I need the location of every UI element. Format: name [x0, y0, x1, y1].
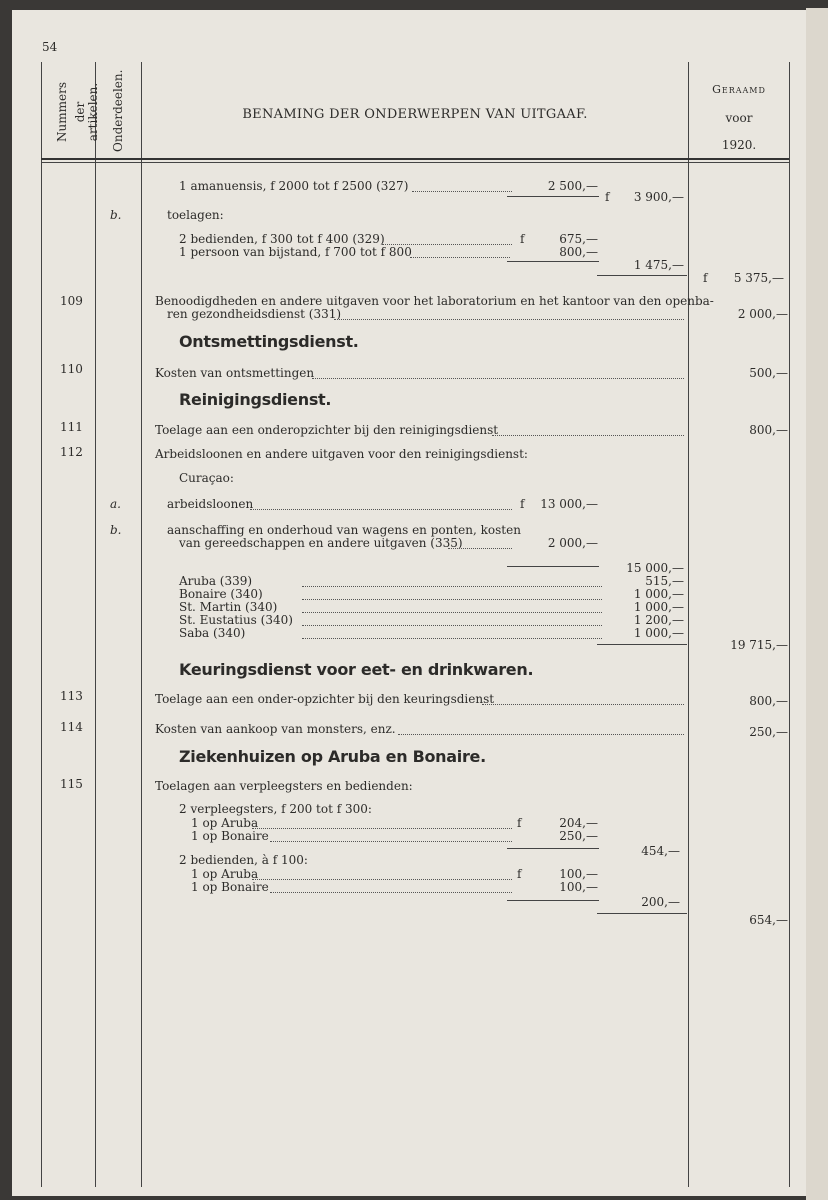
- leader-dots: [252, 827, 512, 829]
- item-text: 1 op Bonaire: [191, 880, 269, 894]
- leader-dots: [398, 733, 684, 735]
- rule-left: [41, 62, 42, 1187]
- sum-rule: [597, 275, 687, 276]
- group-total: 200,—: [641, 895, 680, 909]
- col-header-voor: voor: [725, 111, 753, 125]
- col-header-benaming: BENAMING DER ONDERWERPEN VAN UITGAAF.: [242, 107, 588, 122]
- rule-col1: [95, 62, 96, 1187]
- onderdeel-b-label: b.: [110, 523, 122, 537]
- curacao-total: 15 000,—: [626, 561, 684, 575]
- article-number: 115: [60, 777, 83, 791]
- adjacent-page-edge: [806, 8, 828, 1200]
- rule-col2: [141, 62, 142, 1187]
- item-amount: 2 000,—: [547, 536, 598, 550]
- leader-dots: [334, 318, 684, 320]
- leader-dots: [250, 508, 512, 510]
- col-header-year: 1920.: [721, 138, 757, 152]
- currency-f: f: [703, 271, 708, 285]
- sum-rule: [597, 913, 687, 914]
- article-amount: 2 000,—: [737, 307, 788, 321]
- article-number: 114: [60, 720, 83, 734]
- amanuensis-amount: 2 500,—: [547, 179, 598, 193]
- article-text: Arbeidsloonen en andere uitgaven voor den reinigingsdienst:: [155, 447, 528, 461]
- article-number: 111: [60, 420, 83, 434]
- item-text: 1 op Aruba: [191, 816, 259, 830]
- article-amount: 250,—: [749, 725, 788, 739]
- leader-dots: [312, 377, 684, 379]
- header-rule-2: [41, 162, 789, 163]
- article-amount: 800,—: [749, 423, 788, 437]
- block1-total: 5 375,—: [733, 271, 784, 285]
- island-amount: 1 000,—: [633, 626, 684, 640]
- toelagen-total: 1 475,—: [633, 258, 684, 272]
- item-amount: 204,—: [559, 816, 598, 830]
- onderdeel-a-label: a.: [110, 497, 121, 511]
- ledger-page: [12, 10, 806, 1196]
- section-heading: Keuringsdienst voor eet- en drinkwaren.: [179, 660, 534, 679]
- item-text: 1 op Bonaire: [191, 829, 269, 843]
- leader-dots: [270, 891, 512, 893]
- item-text: arbeidsloonen: [167, 497, 254, 511]
- island-name: Saba (340): [179, 626, 246, 640]
- amanuensis-text: 1 amanuensis, f 2000 tot f 2500 (327): [179, 179, 409, 193]
- article-text: Toelage aan een onder-opzichter bij den keuringsdienst: [155, 692, 495, 706]
- article-number: 113: [60, 689, 83, 703]
- col-header-geraamd: Geraamd: [712, 83, 766, 96]
- bedienden-text: 2 bedienden, f 300 tot f 400 (329): [179, 232, 385, 246]
- island-amount: 1 200,—: [633, 613, 684, 627]
- article-text: Toelage aan een onderopzichter bij den reinigingsdienst: [155, 423, 499, 437]
- col-header-nummers: Nummers: [55, 82, 69, 142]
- article-text: Kosten van ontsmettingen: [155, 366, 315, 380]
- article-number: 112: [60, 445, 83, 459]
- toelagen-label: toelagen:: [167, 208, 224, 222]
- island-amount: 1 000,—: [633, 587, 684, 601]
- item-text: aanschaffing en onderhoud van wagens en ponten, kosten: [167, 523, 521, 537]
- island-name: Bonaire (340): [179, 587, 263, 601]
- header-rule: [41, 158, 789, 160]
- article-amount: 654,—: [749, 913, 788, 927]
- island-name: St. Eustatius (340): [179, 613, 293, 627]
- article-amount: 500,—: [749, 366, 788, 380]
- col-header-artikelen: der artikelen.: [73, 82, 100, 142]
- currency-f: f: [520, 232, 525, 246]
- leader-dots: [252, 878, 512, 880]
- article-text-cont: ren gezondheidsdienst (331): [167, 307, 342, 321]
- page-number: 54: [42, 40, 58, 54]
- island-name: St. Martin (340): [179, 600, 278, 614]
- group-label: 2 verpleegsters, f 200 tot f 300:: [179, 802, 372, 816]
- sum-rule: [507, 261, 599, 262]
- article-text: Kosten van aankoop van monsters, enz.: [155, 722, 396, 736]
- article-amount: 800,—: [749, 694, 788, 708]
- group-total: 454,—: [641, 844, 680, 858]
- item-text-cont: van gereedschappen en andere uitgaven (335): [179, 536, 463, 550]
- article-number: 109: [60, 294, 83, 308]
- col-header-onderdeelen: Onderdeelen.: [111, 69, 125, 152]
- leader-dots: [270, 840, 512, 842]
- leader-dots: [302, 637, 602, 639]
- section-heading: Reinigingsdienst.: [179, 390, 332, 409]
- leader-dots: [302, 624, 602, 626]
- currency-f: f: [520, 497, 525, 511]
- section-heading: Ontsmettingsdienst.: [179, 332, 359, 351]
- leader-dots: [492, 434, 684, 436]
- item-amount: 100,—: [559, 867, 598, 881]
- article-text: Toelagen aan verpleegsters en bedienden:: [155, 779, 413, 793]
- leader-dots: [412, 190, 512, 192]
- article-text: Benoodigdheden en andere uitgaven voor het laboratorium en het kantoor van den openba-: [155, 294, 714, 308]
- currency-f: f: [605, 190, 610, 204]
- leader-dots: [302, 598, 602, 600]
- rule-right: [789, 62, 790, 1187]
- persoon-amount: 800,—: [559, 245, 598, 259]
- leader-dots: [482, 703, 684, 705]
- currency-f: f: [517, 867, 522, 881]
- item-amount: 100,—: [559, 880, 598, 894]
- leader-dots: [302, 585, 602, 587]
- item-amount: 250,—: [559, 829, 598, 843]
- location-label: Curaçao:: [179, 471, 234, 485]
- bedienden-amount: 675,—: [559, 232, 598, 246]
- section-heading: Ziekenhuizen op Aruba en Bonaire.: [179, 747, 486, 766]
- leader-dots: [410, 256, 510, 258]
- group-label: 2 bedienden, à f 100:: [179, 853, 308, 867]
- article-number: 110: [60, 362, 83, 376]
- article-amount: 19 715,—: [730, 638, 788, 652]
- item-amount: 13 000,—: [540, 497, 598, 511]
- onderdeel-b-label: b.: [110, 208, 122, 222]
- sum-rule: [507, 196, 599, 197]
- currency-f: f: [517, 816, 522, 830]
- island-name: Aruba (339): [179, 574, 253, 588]
- persoon-text: 1 persoon van bijstand, f 700 tot f 800: [179, 245, 412, 259]
- subtotal-amount: 3 900,—: [633, 190, 684, 204]
- island-amount: 515,—: [645, 574, 684, 588]
- leader-dots: [302, 611, 602, 613]
- sum-rule: [597, 644, 687, 645]
- rule-col3: [688, 62, 689, 1187]
- island-amount: 1 000,—: [633, 600, 684, 614]
- item-text: 1 op Aruba: [191, 867, 259, 881]
- sum-rule: [507, 566, 599, 567]
